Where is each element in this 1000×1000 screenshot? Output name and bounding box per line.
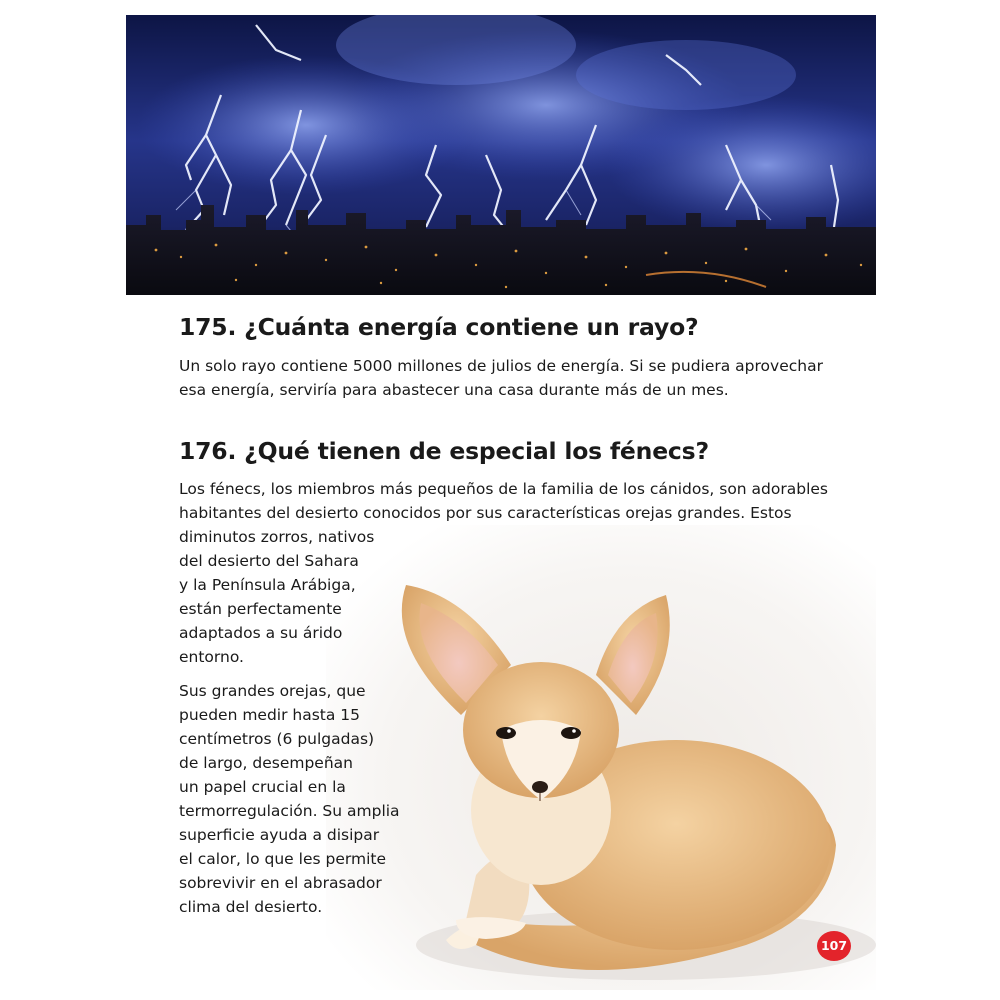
answer-176-line-1: Los fénecs, los miembros más pequeños de la familia de los cánidos, son adorables	[179, 480, 829, 498]
page-number-badge: 107	[817, 931, 851, 961]
fennec-fox-photo	[326, 525, 876, 990]
paragraph-1-line: del desierto del Sahara	[179, 552, 359, 570]
paragraph-1-line: y la Península Arábiga,	[179, 576, 356, 594]
question-176-title: 176. ¿Qué tienen de especial los fénecs?	[179, 437, 709, 465]
paragraph-2-line: el calor, lo que les permite	[179, 850, 386, 868]
paragraph-2-line: pueden medir hasta 15	[179, 706, 361, 724]
paragraph-2-line: un papel crucial en la	[179, 778, 346, 796]
answer-176-line-2: habitantes del desierto conocidos por sus características orejas grandes. Estos	[179, 504, 792, 522]
answer-175-line-1: Un solo rayo contiene 5000 millones de julios de energía. Si se pudiera aprovechar	[179, 357, 823, 375]
paragraph-2-line: centímetros (6 pulgadas)	[179, 730, 375, 748]
paragraph-1-line: están perfectamente	[179, 600, 342, 618]
paragraph-1-line: diminutos zorros, nativos	[179, 528, 375, 546]
book-page	[126, 15, 876, 990]
paragraph-1-line: entorno.	[179, 648, 244, 666]
lightning-storm-photo	[126, 15, 876, 295]
paragraph-2-line: termorregulación. Su amplia	[179, 802, 400, 820]
answer-175-line-2: esa energía, serviría para abastecer una casa durante más de un mes.	[179, 381, 729, 399]
paragraph-2-line: sobrevivir en el abrasador	[179, 874, 382, 892]
paragraph-2-line: superficie ayuda a disipar	[179, 826, 380, 844]
paragraph-2-line: de largo, desempeñan	[179, 754, 353, 772]
question-175-title: 175. ¿Cuánta energía contiene un rayo?	[179, 313, 699, 341]
paragraph-2-line: clima del desierto.	[179, 898, 323, 916]
paragraph-1-line: adaptados a su árido	[179, 624, 343, 642]
paragraph-2-line: Sus grandes orejas, que	[179, 682, 366, 700]
